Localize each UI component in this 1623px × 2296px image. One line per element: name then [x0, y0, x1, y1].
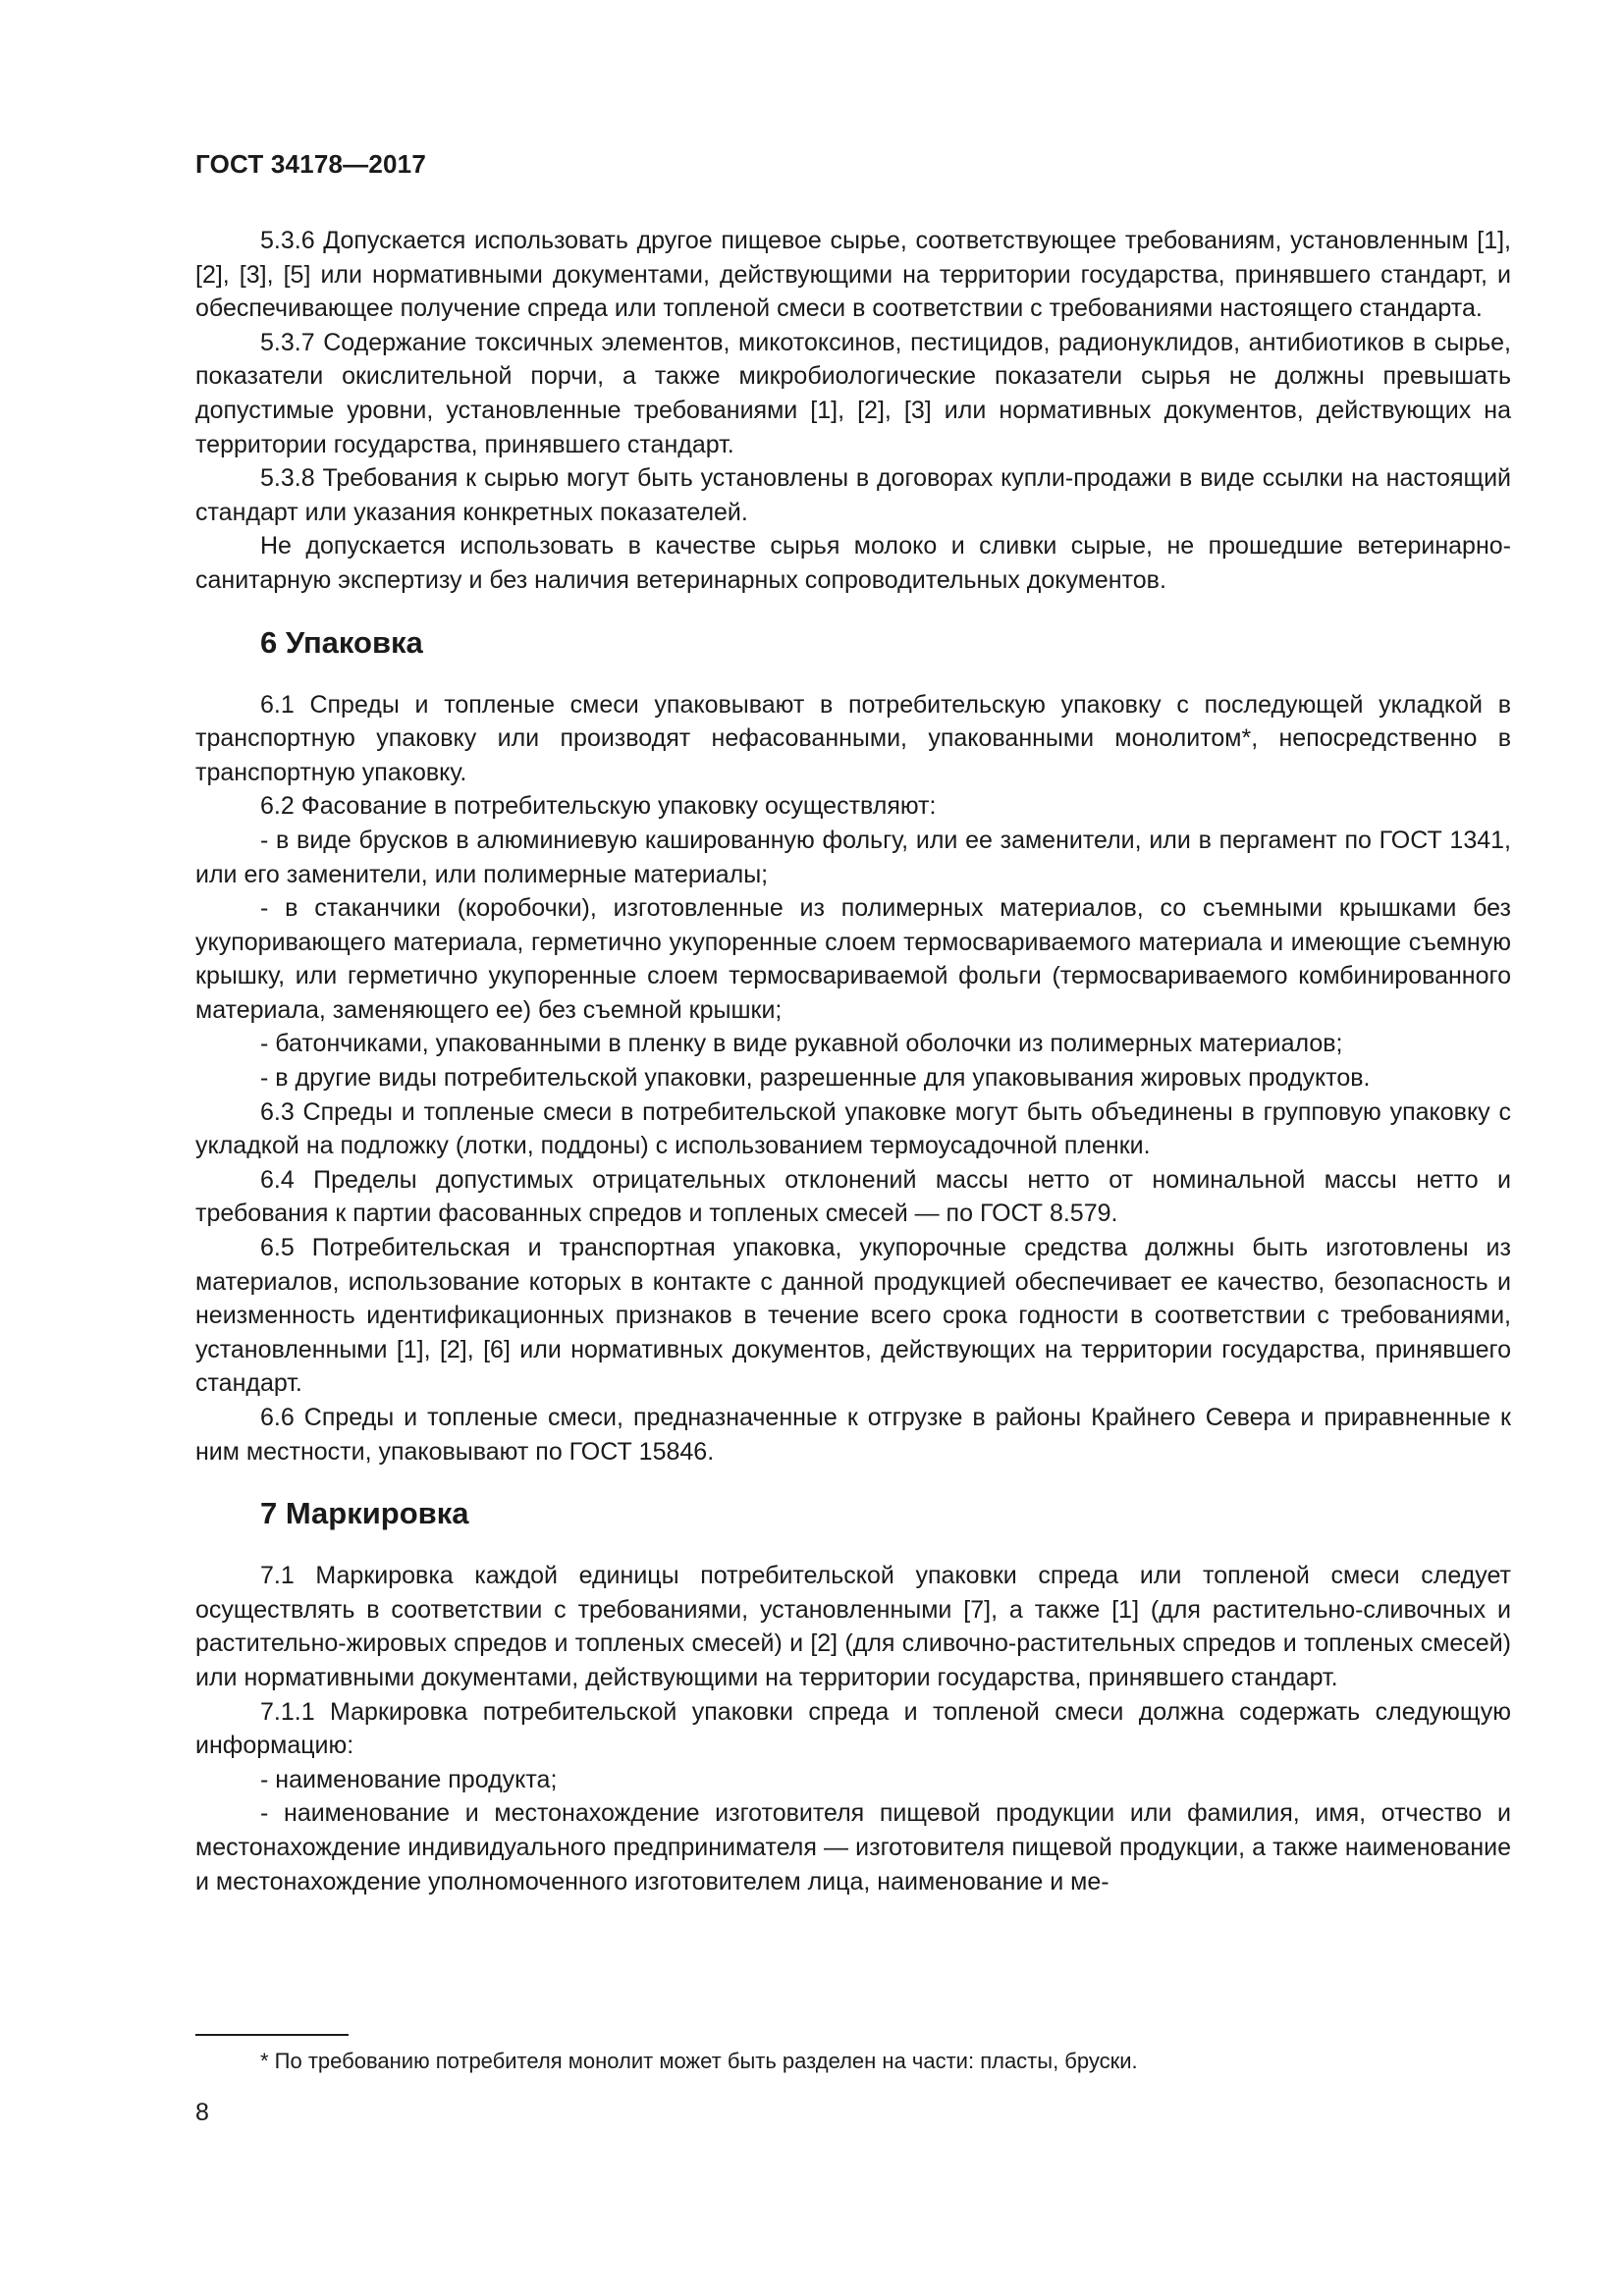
paragraph-7-1-1: 7.1.1 Маркировка потребительской упаковки спреда и топленой смеси должна содержать следующую информацию:	[195, 1697, 1511, 1760]
paragraph-raw-milk-restriction: Не допускается использовать в качестве сырья молоко и сливки сырые, не прошедшие ветеринарно-санитарную экспертизу и без наличия ветеринарных сопроводительных документов.	[195, 532, 1511, 594]
paragraph-6-5: 6.5 Потребительская и транспортная упаковка, укупорочные средства должны быть изготовлены из материалов, использование которых в контакте с данной продукцией обеспечивает ее качество, безопасность и неизменность идентификационных признаков в течение всего срока годности в соответствии с требованиями, установленными [1], [2], [6] или нормативных документов, действующих на территории государства, принявшего стандарт.	[195, 1234, 1511, 1398]
section-7-heading: 7 Маркировка	[260, 1496, 469, 1531]
list-item-bars: - в виде брусков в алюминиевую кашированную фольгу, или ее заменители, или в пергамент по ГОСТ 1341, или его заменители, или полимерные материалы;	[195, 826, 1511, 888]
list-item-batons: - батончиками, упакованными в пленку в виде рукавной оболочки из полимерных материалов;	[260, 1030, 1343, 1058]
list-item-other-packaging: - в другие виды потребительской упаковки, разрешенные для упаковывания жировых продуктов.	[260, 1064, 1371, 1093]
section-6-heading: 6 Упаковка	[260, 624, 423, 660]
paragraph-5-3-6: 5.3.6 Допускается использовать другое пищевое сырье, соответствующее требованиям, установленным [1], [2], [3], [5] или нормативными документами, действующими на территории государства, принявшего стандарт, и обеспечивающее получение спреда или топленой смеси в соответствии с требованиями настоящего стандарта.	[195, 227, 1511, 323]
list-item-cups: - в стаканчики (коробочки), изготовленные из полимерных материалов, со съемными крышками без укупоривающего материала, герметично укупоренные слоем термосвариваемого материала и имеющие съемную крышку, или герметично укупоренные слоем термосвариваемой фольги (термосвариваемого комбинированного материала, заменяющего ее) без съемной крышки;	[195, 894, 1511, 1024]
list-item-manufacturer: - наименование и местонахождение изготовителя пищевой продукции или фамилия, имя, отчество и местонахождение индивидуального предпринимателя — изготовителя пищевой продукции, а также наименование и местонахождение уполномоченного изготовителем лица, наименование и ме-	[195, 1799, 1511, 1896]
paragraph-6-2: 6.2 Фасование в потребительскую упаковку осуществляют:	[260, 792, 937, 821]
paragraph-6-6: 6.6 Спреды и топленые смеси, предназначенные к отгрузке в районы Крайнего Севера и приравненные к ним местности, упаковывают по ГОСТ 15846.	[195, 1404, 1511, 1466]
document-body	[195, 224, 1511, 1898]
footnote-separator	[195, 2034, 349, 2036]
document-header: ГОСТ 34178—2017	[195, 149, 426, 179]
paragraph-5-3-8: 5.3.8 Требования к сырью могут быть установлены в договорах купли-продажи в виде ссылки на настоящий стандарт или указания конкретных показателей.	[195, 464, 1511, 526]
paragraph-6-3: 6.3 Спреды и топленые смеси в потребительской упаковке могут быть объединены в групповую упаковку с укладкой на подложку (лотки, поддоны) с использованием термоусадочной пленки.	[195, 1097, 1511, 1160]
paragraph-6-4: 6.4 Пределы допустимых отрицательных отклонений массы нетто от номинальной массы нетто и требования к партии фасованных спредов и топленых смесей — по ГОСТ 8.579.	[195, 1165, 1511, 1228]
paragraph-6-1: 6.1 Спреды и топленые смеси упаковывают в потребительскую упаковку с последующей укладкой в транспортную упаковку или производят нефасованными, упакованными монолитом*, непосредственно в транспортную упаковку.	[195, 690, 1511, 786]
paragraph-7-1: 7.1 Маркировка каждой единицы потребительской упаковки спреда или топленой смеси следует осуществлять в соответствии с требованиями, установленными [7], а также [1] (для растительно-сливочных и растительно-жировых спредов и топленых смесей) и [2] (для сливочно-растительных спредов и топленых смесей) или нормативными документами, действующими на территории государства, принявшего стандарт.	[195, 1562, 1511, 1691]
list-item-product-name: - наименование продукта;	[260, 1765, 558, 1793]
page-number: 8	[195, 2099, 209, 2126]
paragraph-5-3-7: 5.3.7 Содержание токсичных элементов, микотоксинов, пестицидов, радионуклидов, антибиотиков в сырье, показатели окислительной порчи, а также микробиологические показатели сырья не должны превышать допустимые уровни, установленные требованиями [1], [2], [3] или нормативных документов, действующих на территории государства, принявшего стандарт.	[195, 328, 1511, 458]
footnote: * По требованию потребителя монолит может быть разделен на части: пласты, бруски.	[260, 2049, 1138, 2073]
